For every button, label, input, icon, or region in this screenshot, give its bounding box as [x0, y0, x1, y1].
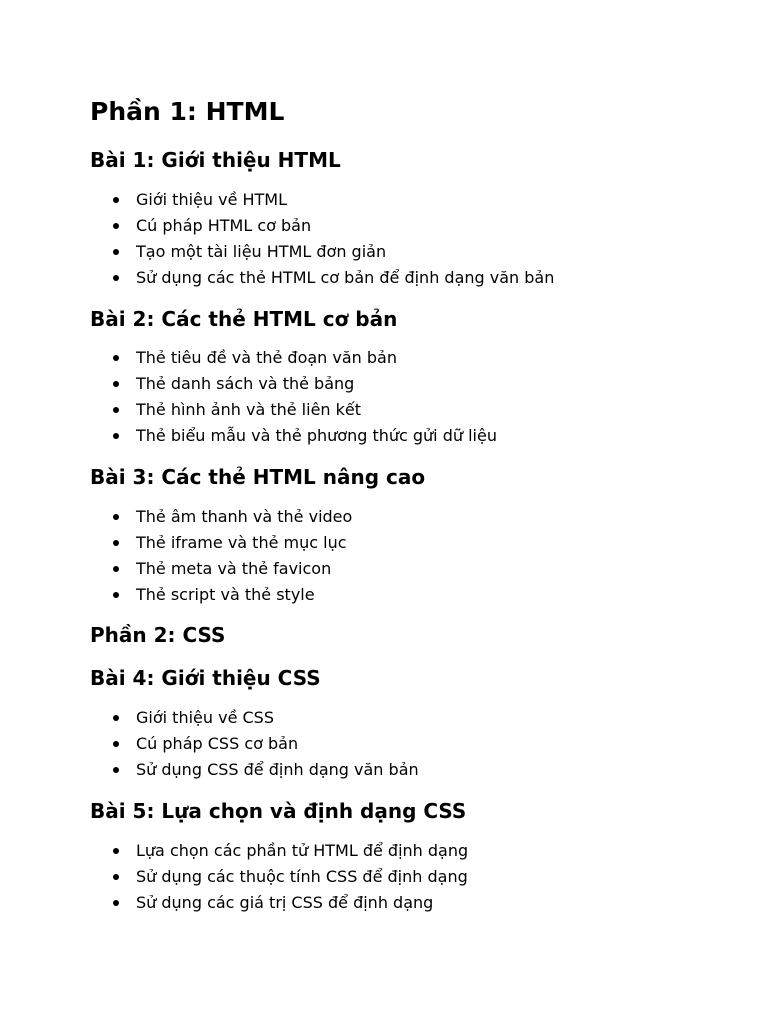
list-item-text: Sử dụng các giá trị CSS để định dạng	[136, 893, 434, 912]
list-item	[113, 504, 352, 530]
list-item-text: Thẻ iframe và thẻ mục lục	[136, 533, 347, 552]
bullet-icon	[113, 275, 119, 281]
list-item	[113, 582, 352, 608]
lesson-5-heading: Bài 5: Lựa chọn và định dạng CSS	[90, 799, 467, 823]
list-item-text: Thẻ script và thẻ style	[136, 585, 315, 604]
list-item-text: Giới thiệu về HTML	[136, 190, 288, 209]
bullet-icon	[113, 848, 119, 854]
bullet-icon	[113, 540, 119, 546]
bullet-icon	[113, 767, 119, 773]
list-item	[113, 423, 497, 449]
list-item-text: Lựa chọn các phần tử HTML để định dạng	[136, 841, 469, 860]
list-item	[113, 213, 554, 239]
bullet-icon	[113, 249, 119, 255]
bullet-icon	[113, 355, 119, 361]
list-item-text: Sử dụng các thẻ HTML cơ bản để định dạng văn bản	[136, 268, 555, 287]
list-item	[113, 371, 497, 397]
lesson-1-list	[113, 187, 554, 291]
part-1-heading: Phần 1: HTML	[90, 97, 285, 126]
list-item-text: Tạo một tài liệu HTML đơn giản	[136, 242, 387, 261]
lesson-5-list	[113, 838, 468, 916]
lesson-3-heading: Bài 3: Các thẻ HTML nâng cao	[90, 465, 426, 489]
list-item	[113, 530, 352, 556]
list-item-text: Sử dụng CSS để định dạng văn bản	[136, 760, 419, 779]
lesson-4-list	[113, 705, 419, 783]
bullet-icon	[113, 874, 119, 880]
list-item-text: Thẻ âm thanh và thẻ video	[136, 507, 353, 526]
list-item-text: Cú pháp CSS cơ bản	[136, 734, 299, 753]
list-item-text: Thẻ danh sách và thẻ bảng	[136, 374, 355, 393]
bullet-icon	[113, 407, 119, 413]
list-item	[113, 397, 497, 423]
list-item-text: Thẻ hình ảnh và thẻ liên kết	[136, 400, 362, 419]
lesson-3-list	[113, 504, 352, 608]
bullet-icon	[113, 900, 119, 906]
bullet-icon	[113, 514, 119, 520]
lesson-4-heading: Bài 4: Giới thiệu CSS	[90, 666, 321, 690]
list-item	[113, 864, 468, 890]
bullet-icon	[113, 223, 119, 229]
list-item	[113, 757, 419, 783]
lesson-1-heading: Bài 1: Giới thiệu HTML	[90, 148, 341, 172]
lesson-2-list	[113, 345, 497, 449]
list-item	[113, 239, 554, 265]
bullet-icon	[113, 433, 119, 439]
list-item	[113, 345, 497, 371]
list-item	[113, 705, 419, 731]
list-item	[113, 838, 468, 864]
list-item-text: Cú pháp HTML cơ bản	[136, 216, 312, 235]
list-item-text: Giới thiệu về CSS	[136, 708, 274, 727]
part-2-heading: Phần 2: CSS	[90, 623, 226, 647]
lesson-2-heading: Bài 2: Các thẻ HTML cơ bản	[90, 307, 398, 331]
bullet-icon	[113, 566, 119, 572]
bullet-icon	[113, 741, 119, 747]
bullet-icon	[113, 592, 119, 598]
list-item-text: Thẻ tiêu đề và thẻ đoạn văn bản	[136, 348, 397, 367]
list-item-text: Thẻ biểu mẫu và thẻ phương thức gửi dữ liệu	[136, 426, 497, 445]
list-item	[113, 187, 554, 213]
bullet-icon	[113, 715, 119, 721]
bullet-icon	[113, 381, 119, 387]
list-item	[113, 265, 554, 291]
list-item	[113, 556, 352, 582]
bullet-icon	[113, 197, 119, 203]
list-item-text: Thẻ meta và thẻ favicon	[136, 559, 332, 578]
list-item	[113, 731, 419, 757]
list-item-text: Sử dụng các thuộc tính CSS để định dạng	[136, 867, 468, 886]
list-item	[113, 890, 468, 916]
